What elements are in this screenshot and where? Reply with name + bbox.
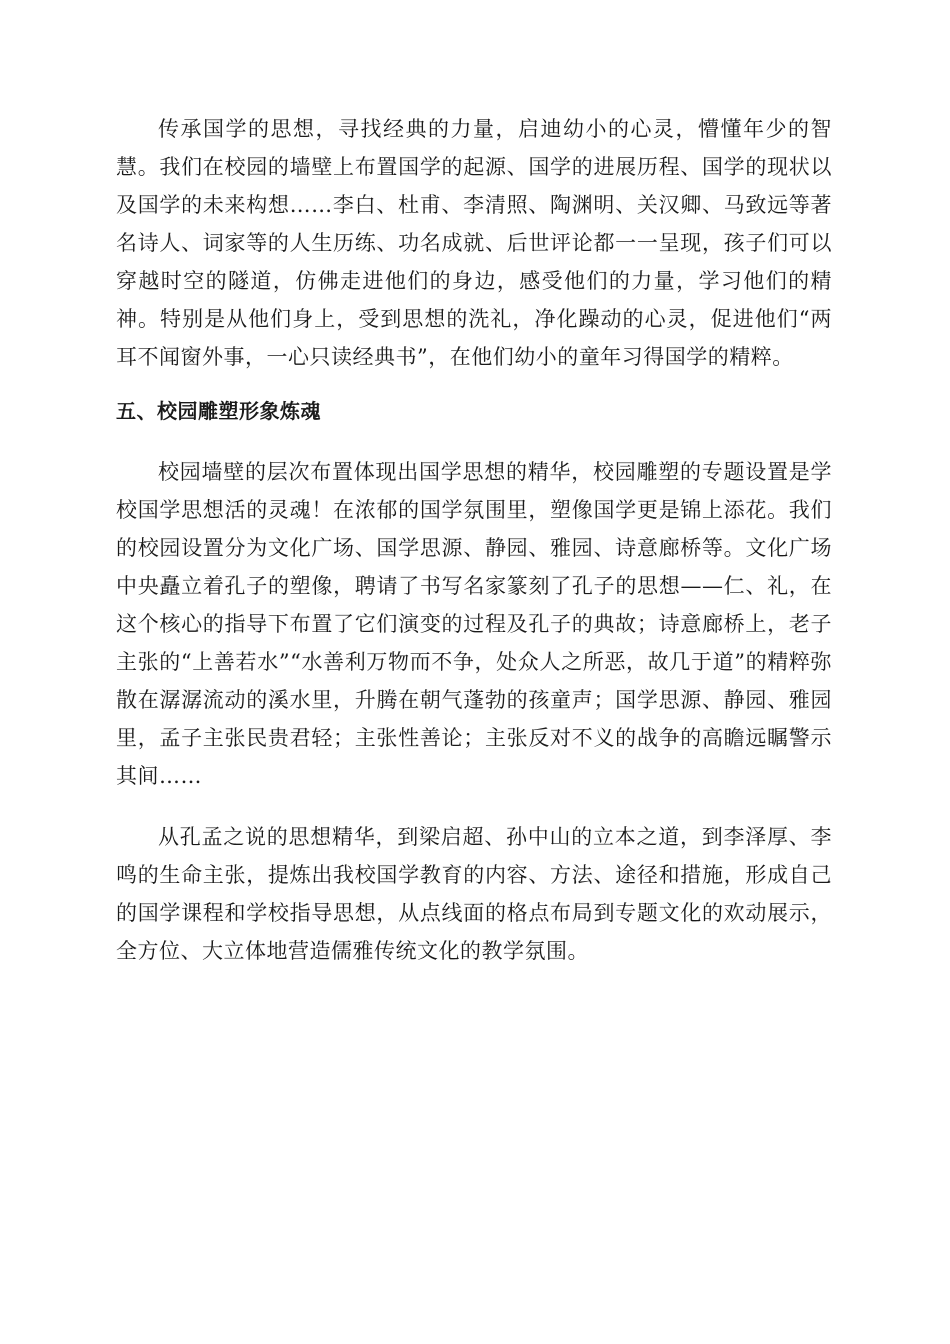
- paragraph-guoxue-heritage: 传承国学的思想，寻找经典的力量，启迪幼小的心灵，懵懂年少的智慧。我们在校园的墙壁上布置国学的起源、国学的进展历程、国学的现状以及国学的未来构想……李白、杜甫、李清照、陶渊明、关汉卿、马致远等著名诗人、词家等的人生历练、功名成就、后世评论都一一呈现，孩子们可以穿越时空的隧道，仿佛走进他们的身边，感受他们的力量，学习他们的精神。特别是从他们身上，受到思想的洗礼，净化躁动的心灵，促进他们“两耳不闻窗外事，一心只读经典书”，在他们幼小的童年习得国学的精粹。: [116, 117, 832, 369]
- paragraph-summary: 从孔孟之说的思想精华，到梁启超、孙中山的立本之道，到李泽厚、李鸣的生命主张，提炼出我校国学教育的内容、方法、途径和措施，形成自己的国学课程和学校指导思想，从点线面的格点布局到专题文化的欢动展示，全方位、大立体地营造儒雅传统文化的教学氛围。: [116, 825, 832, 963]
- paragraph-campus-sculpture: 校园墙壁的层次布置体现出国学思想的精华，校园雕塑的专题设置是学校国学思想活的灵魂！在浓郁的国学氛围里，塑像国学更是锦上添花。我们的校园设置分为文化广场、国学思源、静园、雅园、诗意廊桥等。文化广场中央矗立着孔子的塑像，聘请了书写名家篆刻了孔子的思想——仁、礼，在这个核心的指导下布置了它们演变的过程及孔子的典故；诗意廊桥上，老子主张的“上善若水”“水善利万物而不争，处众人之所恶，故几于道”的精粹弥散在潺潺流动的溪水里，升腾在朝气蓬勃的孩童声；国学思源、静园、雅园里，孟子主张民贵君轻；主张性善论；主张反对不义的战争的高瞻远瞩警示其间……: [116, 460, 832, 788]
- section-heading: 五、校园雕塑形象炼魂: [116, 399, 321, 423]
- document-body: [116, 110, 832, 993]
